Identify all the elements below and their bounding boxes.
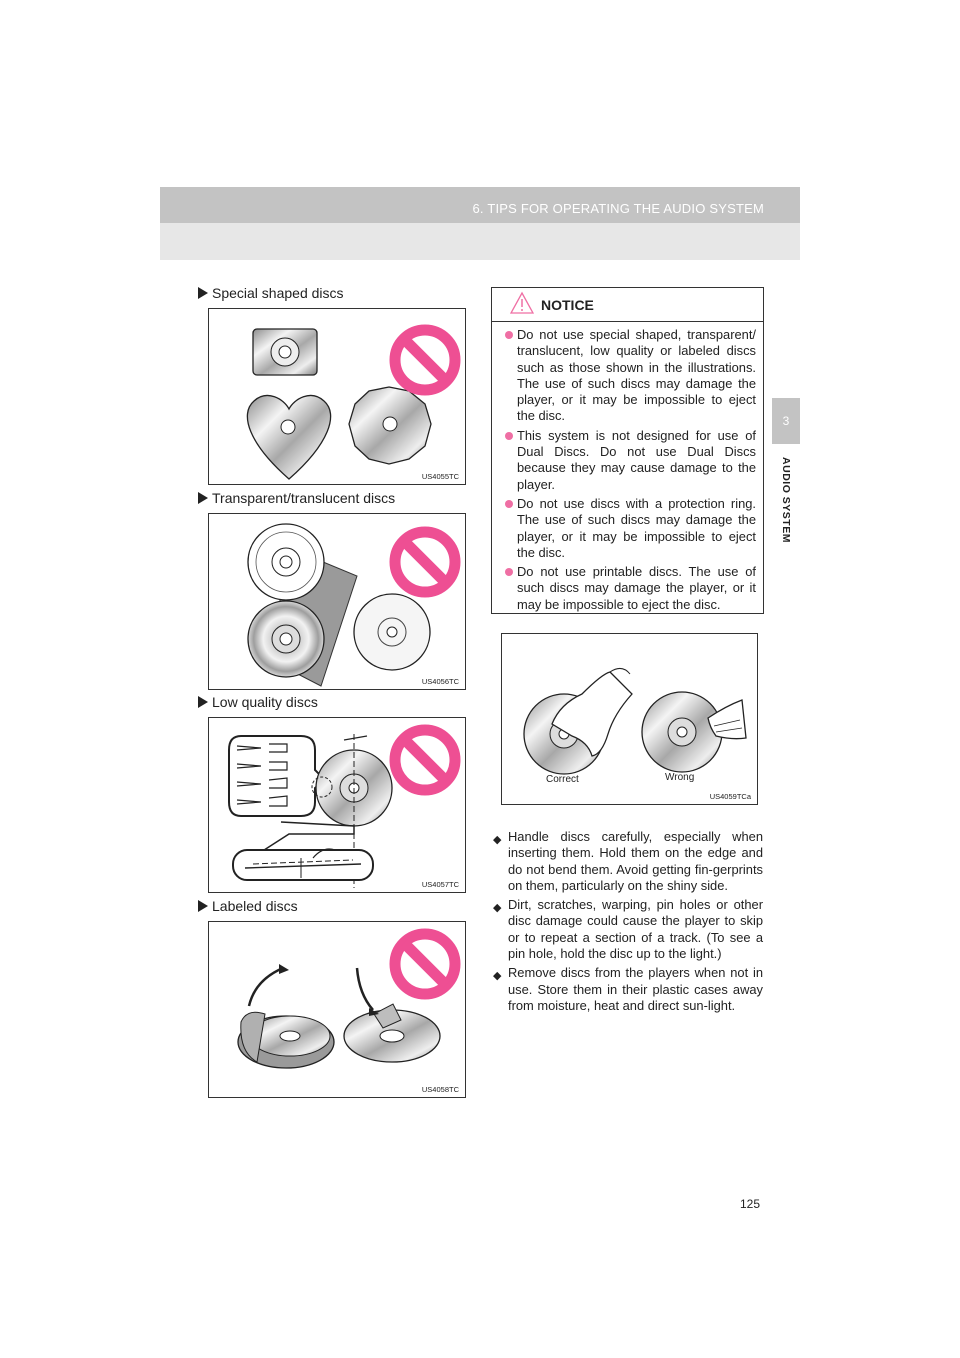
labeled-discs-illustration [209, 922, 465, 1097]
list-item: ◆ Dirt, scratches, warping, pin holes or other disc damage could cause the player to skip or to repeat a section of a track. (To see a pin hole, hold the disc up to the light.) [493, 897, 763, 962]
handling-tips-list [493, 829, 763, 1017]
notice-list [505, 324, 756, 613]
arrow-icon [198, 492, 208, 504]
notice-item: Do not use discs with a protection ring. The use of such discs may damage the player, or it may be impossible to eject the disc. [505, 496, 756, 561]
low-quality-discs-illustration [209, 718, 465, 892]
notice-title: NOTICE [541, 297, 594, 313]
special-shaped-discs-illustration [209, 309, 465, 484]
figure-caption-low-quality: Low quality discs [198, 694, 318, 710]
notice-item: Do not use printable discs. The use of such discs may damage the player, or it may be impossible to eject the disc. [505, 564, 756, 613]
label-correct: Correct [546, 774, 579, 785]
bullet-dot-icon [505, 432, 513, 440]
arrow-icon [198, 287, 208, 299]
section-header-bar [160, 187, 800, 223]
figure-code: US4057TC [421, 880, 459, 889]
chapter-tab-number[interactable]: 3 [772, 398, 800, 444]
figure-caption-special-shaped: Special shaped discs [198, 285, 344, 301]
list-item: ◆ Handle discs carefully, especially when inserting them. Hold them on the edge and do not bend them. Avoid getting fin-gerprints on them, particularly on the shiny side. [493, 829, 763, 893]
diamond-bullet-icon: ◆ [493, 970, 502, 983]
figure-code: US4055TC [421, 472, 459, 481]
figure-code: US4058TC [421, 1085, 459, 1094]
bullet-dot-icon [505, 500, 513, 508]
label-wrong: Wrong [665, 772, 695, 783]
section-title: 6. TIPS FOR OPERATING THE AUDIO SYSTEM [472, 201, 764, 216]
figure-disc-handling [501, 633, 758, 805]
bullet-dot-icon [505, 331, 513, 339]
bullet-dot-icon [505, 568, 513, 576]
diamond-bullet-icon: ◆ [493, 902, 502, 915]
notice-item: Do not use special shaped, transparent/ translucent, low quality or labeled discs such as those shown in the illustrations. The use of such discs may damage the player, or it may be impossible to eject the disc. [505, 327, 756, 425]
notice-box [491, 287, 764, 614]
figure-code: US4059TCa [709, 792, 751, 801]
figure-transparent-discs [208, 513, 466, 690]
list-item: ◆ Remove discs from the players when not in use. Store them in their plastic cases away from moisture, heat and direct sun-light. [493, 965, 763, 1013]
chapter-tab-label-text: AUDIO SYSTEM [780, 457, 792, 543]
warning-icon [510, 291, 534, 315]
figure-caption-transparent: Transparent/translucent discs [198, 490, 395, 506]
figure-special-shaped-discs [208, 308, 466, 485]
figure-labeled-discs [208, 921, 466, 1098]
figure-low-quality-discs [208, 717, 466, 893]
arrow-icon [198, 696, 208, 708]
figure-caption-labeled: Labeled discs [198, 898, 298, 914]
transparent-discs-illustration [209, 514, 465, 689]
chapter-tab-label [772, 445, 800, 555]
arrow-icon [198, 900, 208, 912]
section-subheader-bar [160, 223, 800, 260]
disc-handling-illustration [502, 634, 757, 804]
page-number: 125 [740, 1197, 761, 1211]
notice-item: This system is not designed for use of Dual Discs. Do not use Dual Discs because they may cause damage to the player. [505, 428, 756, 493]
notice-header [492, 288, 763, 322]
diamond-bullet-icon: ◆ [493, 834, 502, 846]
figure-code: US4056TC [421, 677, 459, 686]
